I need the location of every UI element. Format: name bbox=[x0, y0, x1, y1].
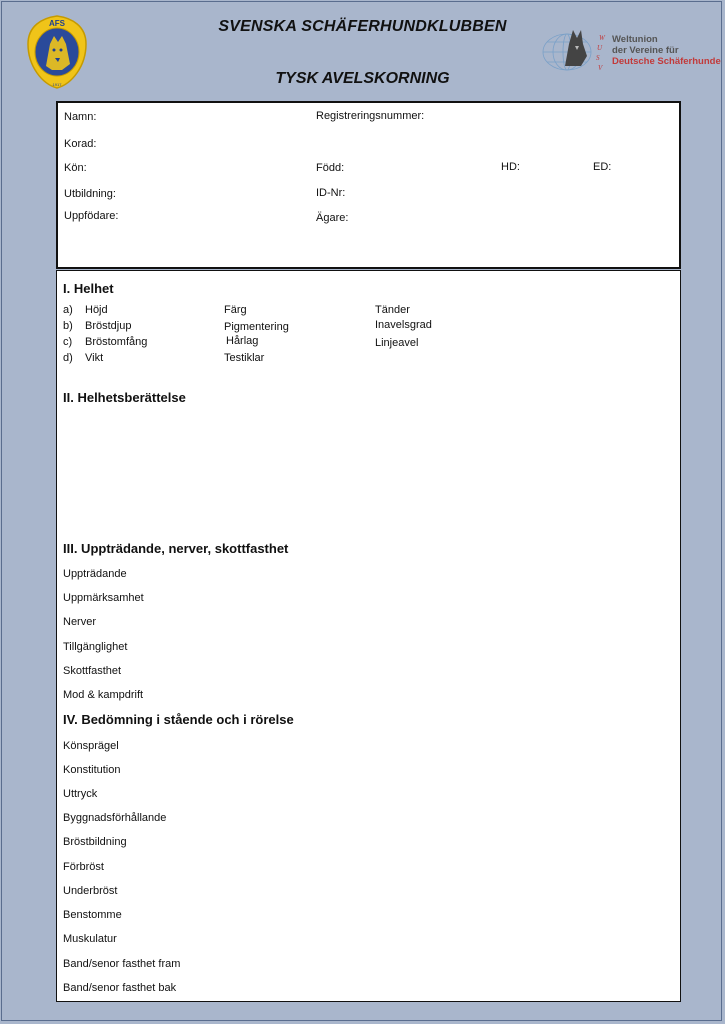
ed-label: ED: bbox=[593, 161, 612, 173]
inavelsgrad-label: Inavelsgrad bbox=[375, 319, 432, 331]
linjeavel-label: Linjeavel bbox=[375, 337, 419, 349]
brostbildning-label: Bröstbildning bbox=[63, 836, 127, 848]
harlag-label: Hårlag bbox=[226, 335, 259, 347]
letter-c: c) bbox=[63, 336, 73, 348]
benstomme-label: Benstomme bbox=[63, 909, 122, 921]
wusv-line2: der Vereine für bbox=[612, 45, 679, 56]
wusv-line1: Weltunion bbox=[612, 34, 658, 45]
uppfodare-label: Uppfödare: bbox=[64, 210, 119, 222]
letter-b: b) bbox=[63, 320, 73, 332]
uppmarksamhet-label: Uppmärksamhet bbox=[63, 592, 144, 604]
vikt-label: Vikt bbox=[85, 352, 104, 364]
testiklar-label: Testiklar bbox=[224, 352, 265, 364]
svg-text:S: S bbox=[596, 54, 600, 62]
band-senor-bak-label: Band/senor fasthet bak bbox=[63, 982, 177, 994]
tander-label: Tänder bbox=[375, 304, 410, 316]
pigmentering-label: Pigmentering bbox=[224, 321, 289, 333]
kon-label: Kön: bbox=[64, 162, 87, 174]
svg-text:V: V bbox=[598, 64, 603, 72]
agare-label: Ägare: bbox=[316, 212, 349, 224]
upptradande-label: Uppträdande bbox=[63, 568, 127, 580]
section-4-title: IV. Bedömning i stående och i rörelse bbox=[63, 712, 294, 727]
hojd-label: Höjd bbox=[85, 304, 108, 316]
uttryck-label: Uttryck bbox=[63, 788, 98, 800]
byggnadsforhallande-label: Byggnadsförhållande bbox=[63, 812, 167, 824]
dog-info-box bbox=[56, 101, 681, 269]
brostomfang-label: Bröstomfång bbox=[85, 336, 148, 348]
utbildning-label: Utbildning: bbox=[64, 188, 116, 200]
tillganglighet-label: Tillgänglighet bbox=[63, 641, 128, 653]
document-title: TYSK AVELSKORNING bbox=[275, 70, 450, 87]
club-title: SVENSKA SCHÄFERHUNDKLUBBEN bbox=[218, 18, 507, 35]
section-2-title: II. Helhetsberättelse bbox=[63, 390, 186, 405]
svg-text:1917: 1917 bbox=[52, 82, 62, 87]
underbrost-label: Underbröst bbox=[63, 885, 118, 897]
wusv-name bbox=[612, 34, 721, 67]
fodd-label: Född: bbox=[316, 162, 345, 174]
konstitution-label: Konstitution bbox=[63, 764, 121, 776]
hd-label: HD: bbox=[501, 161, 520, 173]
skottfasthet-label: Skottfasthet bbox=[63, 665, 122, 677]
farg-label: Färg bbox=[224, 304, 247, 316]
mod-kampdrift-label: Mod & kampdrift bbox=[63, 689, 144, 701]
namn-label: Namn: bbox=[64, 111, 97, 123]
wusv-line3: Deutsche Schäferhunde bbox=[612, 56, 721, 67]
muskulatur-label: Muskulatur bbox=[63, 933, 117, 945]
section-3-title: III. Uppträdande, nerver, skottfasthet bbox=[63, 541, 289, 556]
section-1-title: I. Helhet bbox=[63, 281, 114, 296]
assessment-box bbox=[56, 270, 681, 1002]
letter-d: d) bbox=[63, 352, 73, 364]
band-senor-fram-label: Band/senor fasthet fram bbox=[63, 958, 181, 970]
forbrost-label: Förbröst bbox=[63, 861, 104, 873]
brostdjup-label: Bröstdjup bbox=[85, 320, 132, 332]
letter-a: a) bbox=[63, 304, 73, 316]
svg-text:U: U bbox=[597, 44, 603, 52]
nerver-label: Nerver bbox=[63, 616, 97, 628]
svg-text:AFS: AFS bbox=[49, 19, 65, 28]
id-nr-label: ID-Nr: bbox=[316, 187, 346, 199]
konspragel-label: Könsprägel bbox=[63, 740, 119, 752]
svg-text:W: W bbox=[599, 34, 605, 42]
korad-label: Korad: bbox=[64, 138, 97, 150]
registreringsnummer-label: Registreringsnummer: bbox=[316, 110, 425, 122]
